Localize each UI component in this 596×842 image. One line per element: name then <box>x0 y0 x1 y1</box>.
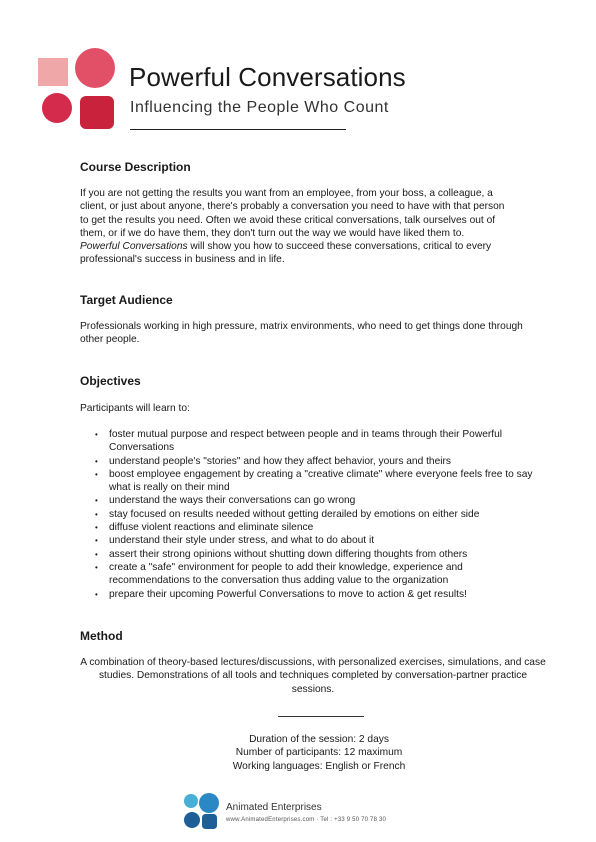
list-item: • create a "safe" environment for people to add their knowledge, experience and recommendations to the conversation thus adding value to the organization <box>95 561 535 588</box>
title-divider <box>130 129 346 130</box>
list-item: • assert their strong opinions without shutting down differing thoughts from others <box>95 548 535 561</box>
list-item: • stay focused on results needed without getting derailed by emotions on either side <box>95 508 535 521</box>
target-audience-heading: Target Audience <box>80 293 173 307</box>
course-description-heading: Course Description <box>80 160 191 174</box>
page-title: Powerful Conversations <box>129 62 406 92</box>
footer-company-name: Animated Enterprises <box>226 802 322 813</box>
page-subtitle: Influencing the People Who Count <box>130 99 389 116</box>
method-text: A combination of theory-based lectures/discussions, with personalized exercises, simulations, and case studies. Demonstrations of all tools and techniques completed by conversation-partner practice sessions. <box>80 657 546 695</box>
list-item: • understand their style under stress, and what to do about it <box>95 534 535 547</box>
course-description-text: If you are not getting the results you want from an employee, from your boss, a colleague, a client, or just about anyone, there's probably a conversation you need to have with that person to get the results you need. Often we avoid these critical conversations, talk ourselves out of them, or if we do have them, they don't turn out the way we would have liked them to. Powerful Conversations will show you how to succeed these conversations, critical to every professional's success in business and in life. <box>80 188 505 266</box>
list-item: • understand the ways their conversations can go wrong <box>95 494 535 507</box>
duration-text: Duration of the session: 2 days <box>249 734 389 745</box>
objectives-heading: Objectives <box>80 374 141 388</box>
objectives-list <box>95 428 535 601</box>
session-details <box>200 733 438 773</box>
method-heading: Method <box>80 629 123 643</box>
list-item: • diffuse violent reactions and eliminate silence <box>95 521 535 534</box>
participants-text: Number of participants: 12 maximum <box>235 747 403 759</box>
list-item: • prepare their upcoming Powerful Conversations to move to action & get results! <box>95 588 535 601</box>
footer-contact-info: www.AnimatedEnterprises.com · Tel : +33 9 50 70 78 30 <box>226 817 387 823</box>
languages-text: Working languages: English or French <box>232 760 406 772</box>
list-item: • foster mutual purpose and respect between people and in teams through their Powerful Conversations <box>95 428 535 455</box>
details-divider <box>278 716 364 717</box>
list-item: • boost employee engagement by creating a "creative climate" where everyone feels free to say what is really on their mind <box>95 468 535 495</box>
target-audience-text: Professionals working in high pressure, matrix environments, who need to get things done through other people. <box>80 321 523 346</box>
footer-logo-icon <box>182 792 220 830</box>
course-name-italic: Powerful Conversations <box>80 241 188 253</box>
list-item: • understand people's "stories" and how they affect behavior, yours and theirs <box>95 455 535 468</box>
objectives-intro: Participants will learn to: <box>80 403 190 414</box>
company-logo-icon <box>38 48 116 130</box>
